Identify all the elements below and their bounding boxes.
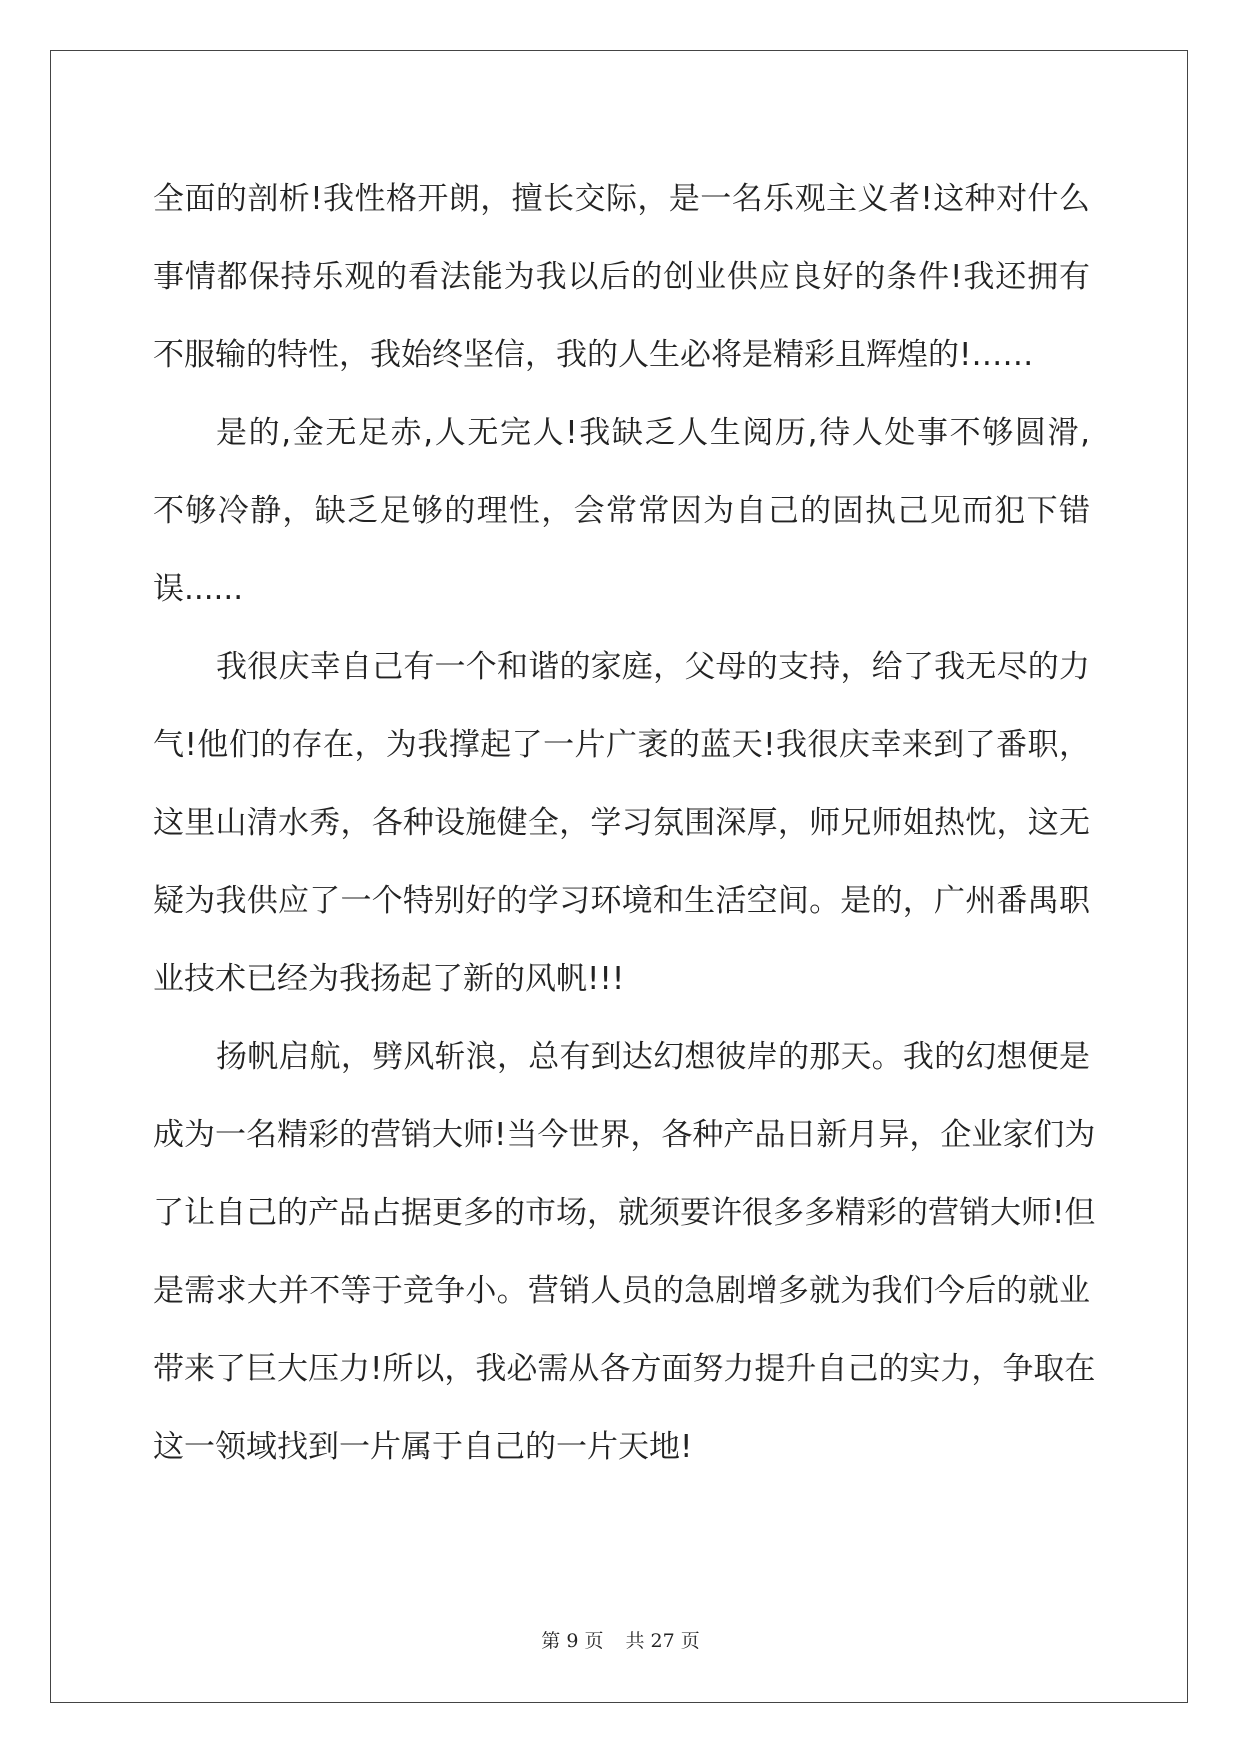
text-line: 这一领域找到一片属于自己的一片天地! [153,1429,693,1465]
text-line: 这里山清水秀，各种设施健全，学习氛围深厚，师兄师姐热忱，这无 [153,805,1090,841]
page-number: 第 9 页 [541,1630,604,1652]
page-total: 共 27 页 [625,1630,700,1652]
text-line: 不服输的特性，我始终坚信，我的人生必将是精彩且辉煌的!…… [153,337,1034,373]
text-line: 全面的剖析!我性格开朗，擅长交际，是一名乐观主义者!这种对什么 [153,181,1090,217]
text-line: 误...... [153,571,244,607]
text-line: 了让自己的产品占据更多的市场，就须要许很多多精彩的营销大师!但 [153,1195,1096,1231]
text-line: 是需求大并不等于竞争小。营销人员的急剧增多就为我们今后的就业 [153,1273,1090,1309]
text-line: 我很庆幸自己有一个和谐的家庭，父母的支持，给了我无尽的力 [216,649,1090,685]
text-line: 是的,金无足赤,人无完人!我缺乏人生阅历,待人处事不够圆滑, [216,415,1090,451]
text-line: 疑为我供应了一个特别好的学习环境和生活空间。是的，广州番禺职 [153,883,1090,919]
text-line: 带来了巨大压力!所以，我必需从各方面努力提升自己的实力，争取在 [153,1351,1096,1387]
text-line: 不够冷静，缺乏足够的理性，会常常因为自己的固执己见而犯下错 [153,493,1090,529]
page-footer [0,1626,1241,1653]
text-line: 事情都保持乐观的看法能为我以后的创业供应良好的条件!我还拥有 [153,259,1090,295]
text-line: 扬帆启航，劈风斩浪，总有到达幻想彼岸的那天。我的幻想便是 [216,1039,1090,1075]
text-line: 成为一名精彩的营销大师!当今世界，各种产品日新月异，企业家们为 [153,1117,1096,1153]
text-line: 气!他们的存在，为我撑起了一片广袤的蓝天!我很庆幸来到了番职， [153,727,1090,763]
text-line: 业技术已经为我扬起了新的风帆!!! [153,961,625,997]
document-body [153,160,1096,1486]
